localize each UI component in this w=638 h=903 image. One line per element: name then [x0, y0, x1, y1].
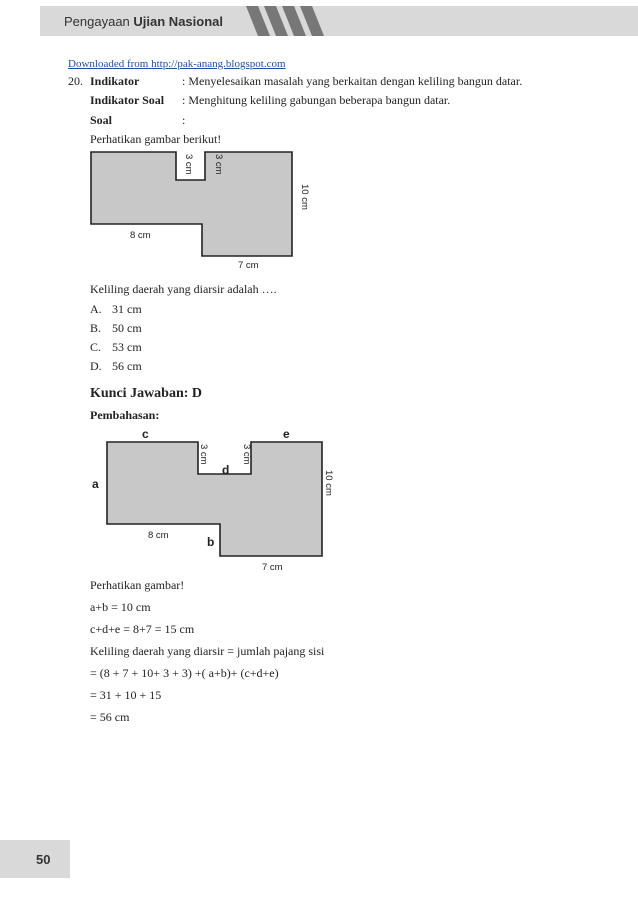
solution-line-7: = 56 cm [90, 710, 130, 724]
label-e: e [283, 428, 290, 441]
label-3cm-left: 3 cm [198, 444, 209, 465]
option-b-letter: B. [90, 321, 102, 335]
instruction-text: Perhatikan gambar berikut! [90, 132, 222, 146]
solution-line-3: c+d+e = 8+7 = 15 cm [90, 622, 195, 636]
label-3cm-right: 3 cm [241, 444, 252, 465]
solution-line-1: Perhatikan gambar! [90, 578, 185, 592]
solution-figure [86, 428, 342, 578]
label-3cm-right: 3 cm [213, 154, 224, 175]
discussion-label: Pembahasan: [90, 408, 160, 422]
header-title [64, 14, 223, 29]
indikator-soal-value: : Menghitung keliling gabungan beberapa bangun datar. [182, 93, 451, 107]
shaded-shape-labeled [107, 442, 322, 556]
indikator-value: : Menyelesaikan masalah yang berkaitan dengan keliling bangun datar. [182, 74, 523, 88]
soal-value: : [182, 113, 186, 127]
header-title-prefix: Pengayaan [64, 14, 130, 29]
indikator-label: Indikator [90, 74, 140, 88]
page-number-box [0, 840, 70, 878]
label-b: b [207, 535, 215, 549]
label-10cm: 10 cm [323, 470, 334, 496]
solution-line-6: = 31 + 10 + 15 [90, 688, 162, 702]
answer-key: Kunci Jawaban: D [90, 386, 203, 401]
option-c-text: 53 cm [112, 340, 142, 354]
page-number: 50 [36, 852, 51, 867]
question-figure [86, 148, 312, 272]
indikator-soal-label: Indikator Soal [90, 93, 165, 107]
label-d: d [222, 463, 230, 477]
solution-line-5: = (8 + 7 + 10+ 3 + 3) +( a+b)+ (c+d+e) [90, 666, 279, 680]
header-title-bold: Ujian Nasional [133, 14, 223, 29]
label-10cm: 10 cm [299, 184, 310, 210]
option-a-letter: A. [90, 302, 102, 316]
header-stripes-decoration [240, 6, 340, 36]
option-d-letter: D. [90, 359, 102, 373]
label-8cm: 8 cm [148, 530, 169, 541]
solution-line-2: a+b = 10 cm [90, 600, 151, 614]
label-7cm: 7 cm [262, 562, 283, 573]
soal-label: Soal [90, 113, 113, 127]
download-link[interactable]: Downloaded from http://pak-anang.blogspot.com [68, 58, 286, 70]
label-c: c [142, 428, 149, 441]
label-8cm: 8 cm [130, 230, 151, 241]
label-7cm: 7 cm [238, 260, 259, 271]
label-a: a [92, 477, 99, 491]
label-3cm-left: 3 cm [183, 154, 194, 175]
question-number: 20. [68, 74, 83, 88]
option-d-text: 56 cm [112, 359, 142, 373]
option-a-text: 31 cm [112, 302, 142, 316]
question-prompt: Keliling daerah yang diarsir adalah …. [90, 282, 277, 296]
option-c-letter: C. [90, 340, 102, 354]
solution-line-4: Keliling daerah yang diarsir = jumlah pajang sisi [90, 644, 325, 658]
option-b-text: 50 cm [112, 321, 142, 335]
